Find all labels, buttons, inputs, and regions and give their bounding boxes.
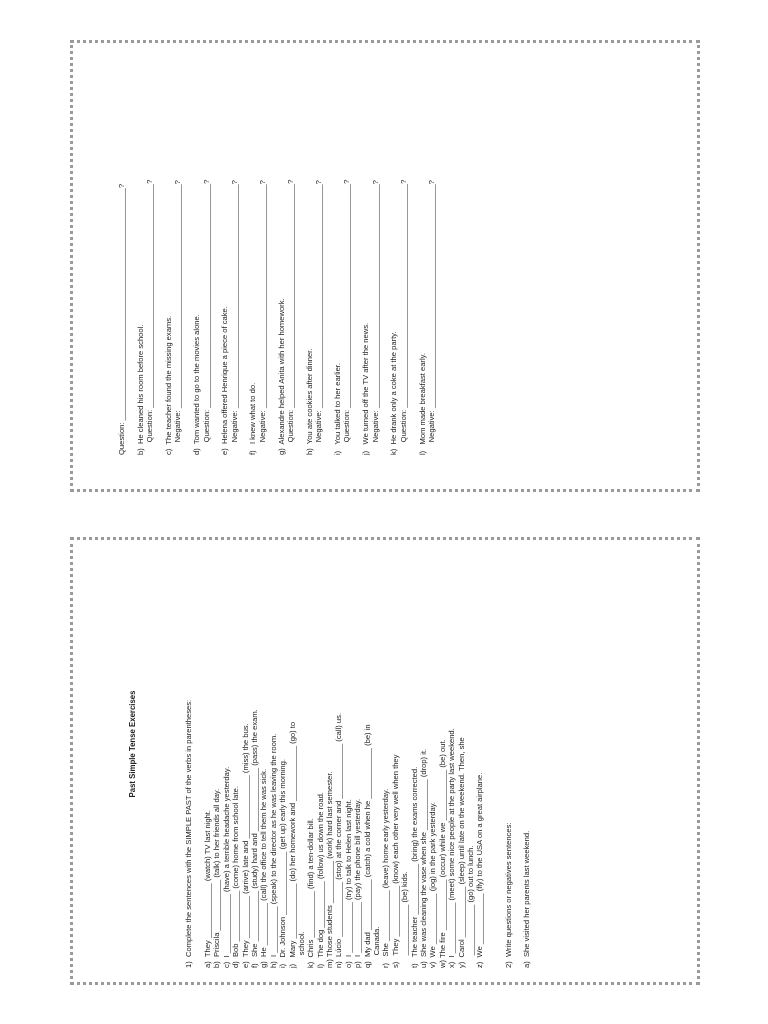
text-line: Question: _______________________________________________________? xyxy=(117,183,126,455)
rotated-content-bottom xyxy=(73,520,739,988)
text-line: h) I ___________ (speak) to the director as he was leaving the room. xyxy=(268,733,278,968)
worksheet-page-bottom xyxy=(70,537,700,985)
text-line: d) Bob ____________ (come) home from school late. xyxy=(231,786,241,968)
blank-line xyxy=(494,520,503,968)
text-line: f) I knew what to do. xyxy=(248,382,258,455)
blank-line xyxy=(295,3,304,455)
text-line: 2) Write questions or negatives sentences: xyxy=(503,822,513,968)
blank-line xyxy=(126,3,135,455)
blank-line xyxy=(408,3,417,455)
text-line: w) The fire ____________ (occur) while we ____________ (be) out. xyxy=(437,739,447,968)
text-line: k) He drank only a coke at the party. xyxy=(389,331,399,455)
text-line: Negative: _____________________________________________________? xyxy=(257,180,267,455)
text-line: o) I ____________ (try) to talk to Helen last night. xyxy=(343,799,353,968)
text-line: d) Tom wanted to go to the movies alone. xyxy=(192,314,202,455)
text-line: u) She was cleaning the vase when she ____________ (drop) it. xyxy=(419,748,428,968)
text-line: m) Those students __________ (work) hard last semester. xyxy=(325,771,335,968)
text-line: g) Alexandre helped Anita with her homework. xyxy=(276,298,286,455)
text-line: x) I ____________ (meet) some nice people at the party last weekend. xyxy=(447,728,457,968)
text-line: a) She visited her parents last weekend. xyxy=(522,830,532,968)
text-line: Negative: _____________________________________________________? xyxy=(314,180,324,455)
text-line: p) I ____________ (pay) the phone bill yesterday. xyxy=(353,798,363,968)
text-line: t) The teacher ____________ (bring) the exams corrected. xyxy=(409,766,419,968)
blank-line xyxy=(380,3,389,455)
text-line: c) I ______________ (have) a terrible headache yesterday. xyxy=(221,766,231,968)
text-line: Canada. xyxy=(372,926,382,968)
text-line: Negative: _____________________________________________________? xyxy=(370,180,380,455)
text-line: r) She ____________ (leave) home early yesterday. xyxy=(381,788,391,968)
text-line: ____________ (be) kids. xyxy=(400,871,410,968)
text-line: n) Lúcio _____________ (stop) at the corner and _____________ (call) us. xyxy=(334,713,344,968)
text-line: f) She ____________ (study) hard and _______________ (pass) the exam. xyxy=(249,709,259,968)
text-line: Negative: _____________________________________________________? xyxy=(173,180,183,455)
blank-line xyxy=(324,3,333,455)
text-line: s) They ____________ (know) each other very well when they xyxy=(390,754,400,968)
text-line: Question: _____________________________________________________? xyxy=(342,179,352,455)
text-line: b) He cleaned his room before school. xyxy=(135,324,145,455)
blank-line xyxy=(513,520,522,968)
title-spacer xyxy=(156,520,165,968)
blank-line xyxy=(239,3,248,455)
blank-line xyxy=(352,3,361,455)
text-line: j) We turned off the TV after the news. xyxy=(361,322,371,455)
text-line: school. xyxy=(296,931,306,968)
text-line: h) You ate cookies after dinner. xyxy=(304,348,314,455)
text-line: l) Mom made breakfast early. xyxy=(417,353,427,455)
text-line: k) Chris ___________ (find) a ten-dollar bill. xyxy=(306,818,316,968)
text-line: 1) Complete the sentences with the SIMPLE PAST of the verbs in parentheses: xyxy=(184,699,194,968)
exercise-lines xyxy=(184,520,531,968)
text-line: b) Priscila ____________ (talk) to her friends all day. xyxy=(212,788,222,968)
rotated-content-top xyxy=(73,3,747,495)
text-line: v) We ____________ (jog) in the park yesterday. xyxy=(428,801,438,968)
text-line: j) Mary _____________ (do) her homework and _____________ (go) to xyxy=(287,721,297,968)
text-line: z) We ____________ (fly) to the USA on a great airplane. xyxy=(475,772,485,968)
text-line: g) He __________ (call) the office to tell them he was sick. xyxy=(259,768,269,968)
blank-line xyxy=(194,520,203,968)
text-line: ____________ (go) out to lunch. xyxy=(465,845,475,968)
text-line: Question: _____________________________________________________? xyxy=(145,179,155,455)
text-line: e) Helena offered Henrique a piece of cake. xyxy=(220,306,230,455)
text-line: Negative: _____________________________________________________? xyxy=(229,180,239,455)
blank-line xyxy=(485,520,494,968)
text-line: a) They _____________ (watch) TV last night. xyxy=(203,809,213,968)
text-line: Question: _____________________________________________________? xyxy=(201,179,211,455)
text-line: e) They __________ (arrive) late and _______________ (miss) the bus. xyxy=(240,723,250,968)
blank-line xyxy=(155,3,164,455)
text-line: Question: _____________________________________________________? xyxy=(286,179,296,455)
text-line: i) You talked to her earlier. xyxy=(332,362,342,455)
text-line: q) My dad ____________ (catch) a cold when he ____________ (be) in xyxy=(362,724,372,968)
blank-line xyxy=(211,3,220,455)
text-line: Question: _____________________________________________________? xyxy=(398,179,408,455)
worksheet-page-top xyxy=(70,40,700,492)
text-line: l) The dog ___________ (follow) us down the road. xyxy=(315,792,325,968)
blank-line xyxy=(183,3,192,455)
text-line: y) Carol ____________ (sleep) until late on the weekend. Then, she xyxy=(456,737,466,968)
text-line: i) Dr. Johnson _______________ (get up) early this morning. xyxy=(278,759,288,968)
text-line: Negative: _____________________________________________________? xyxy=(426,180,436,455)
blank-line xyxy=(267,3,276,455)
text-line: c) The teacher found the missing exams. xyxy=(163,315,173,455)
worksheet-title: Past Simple Tense Exercises xyxy=(127,690,137,798)
